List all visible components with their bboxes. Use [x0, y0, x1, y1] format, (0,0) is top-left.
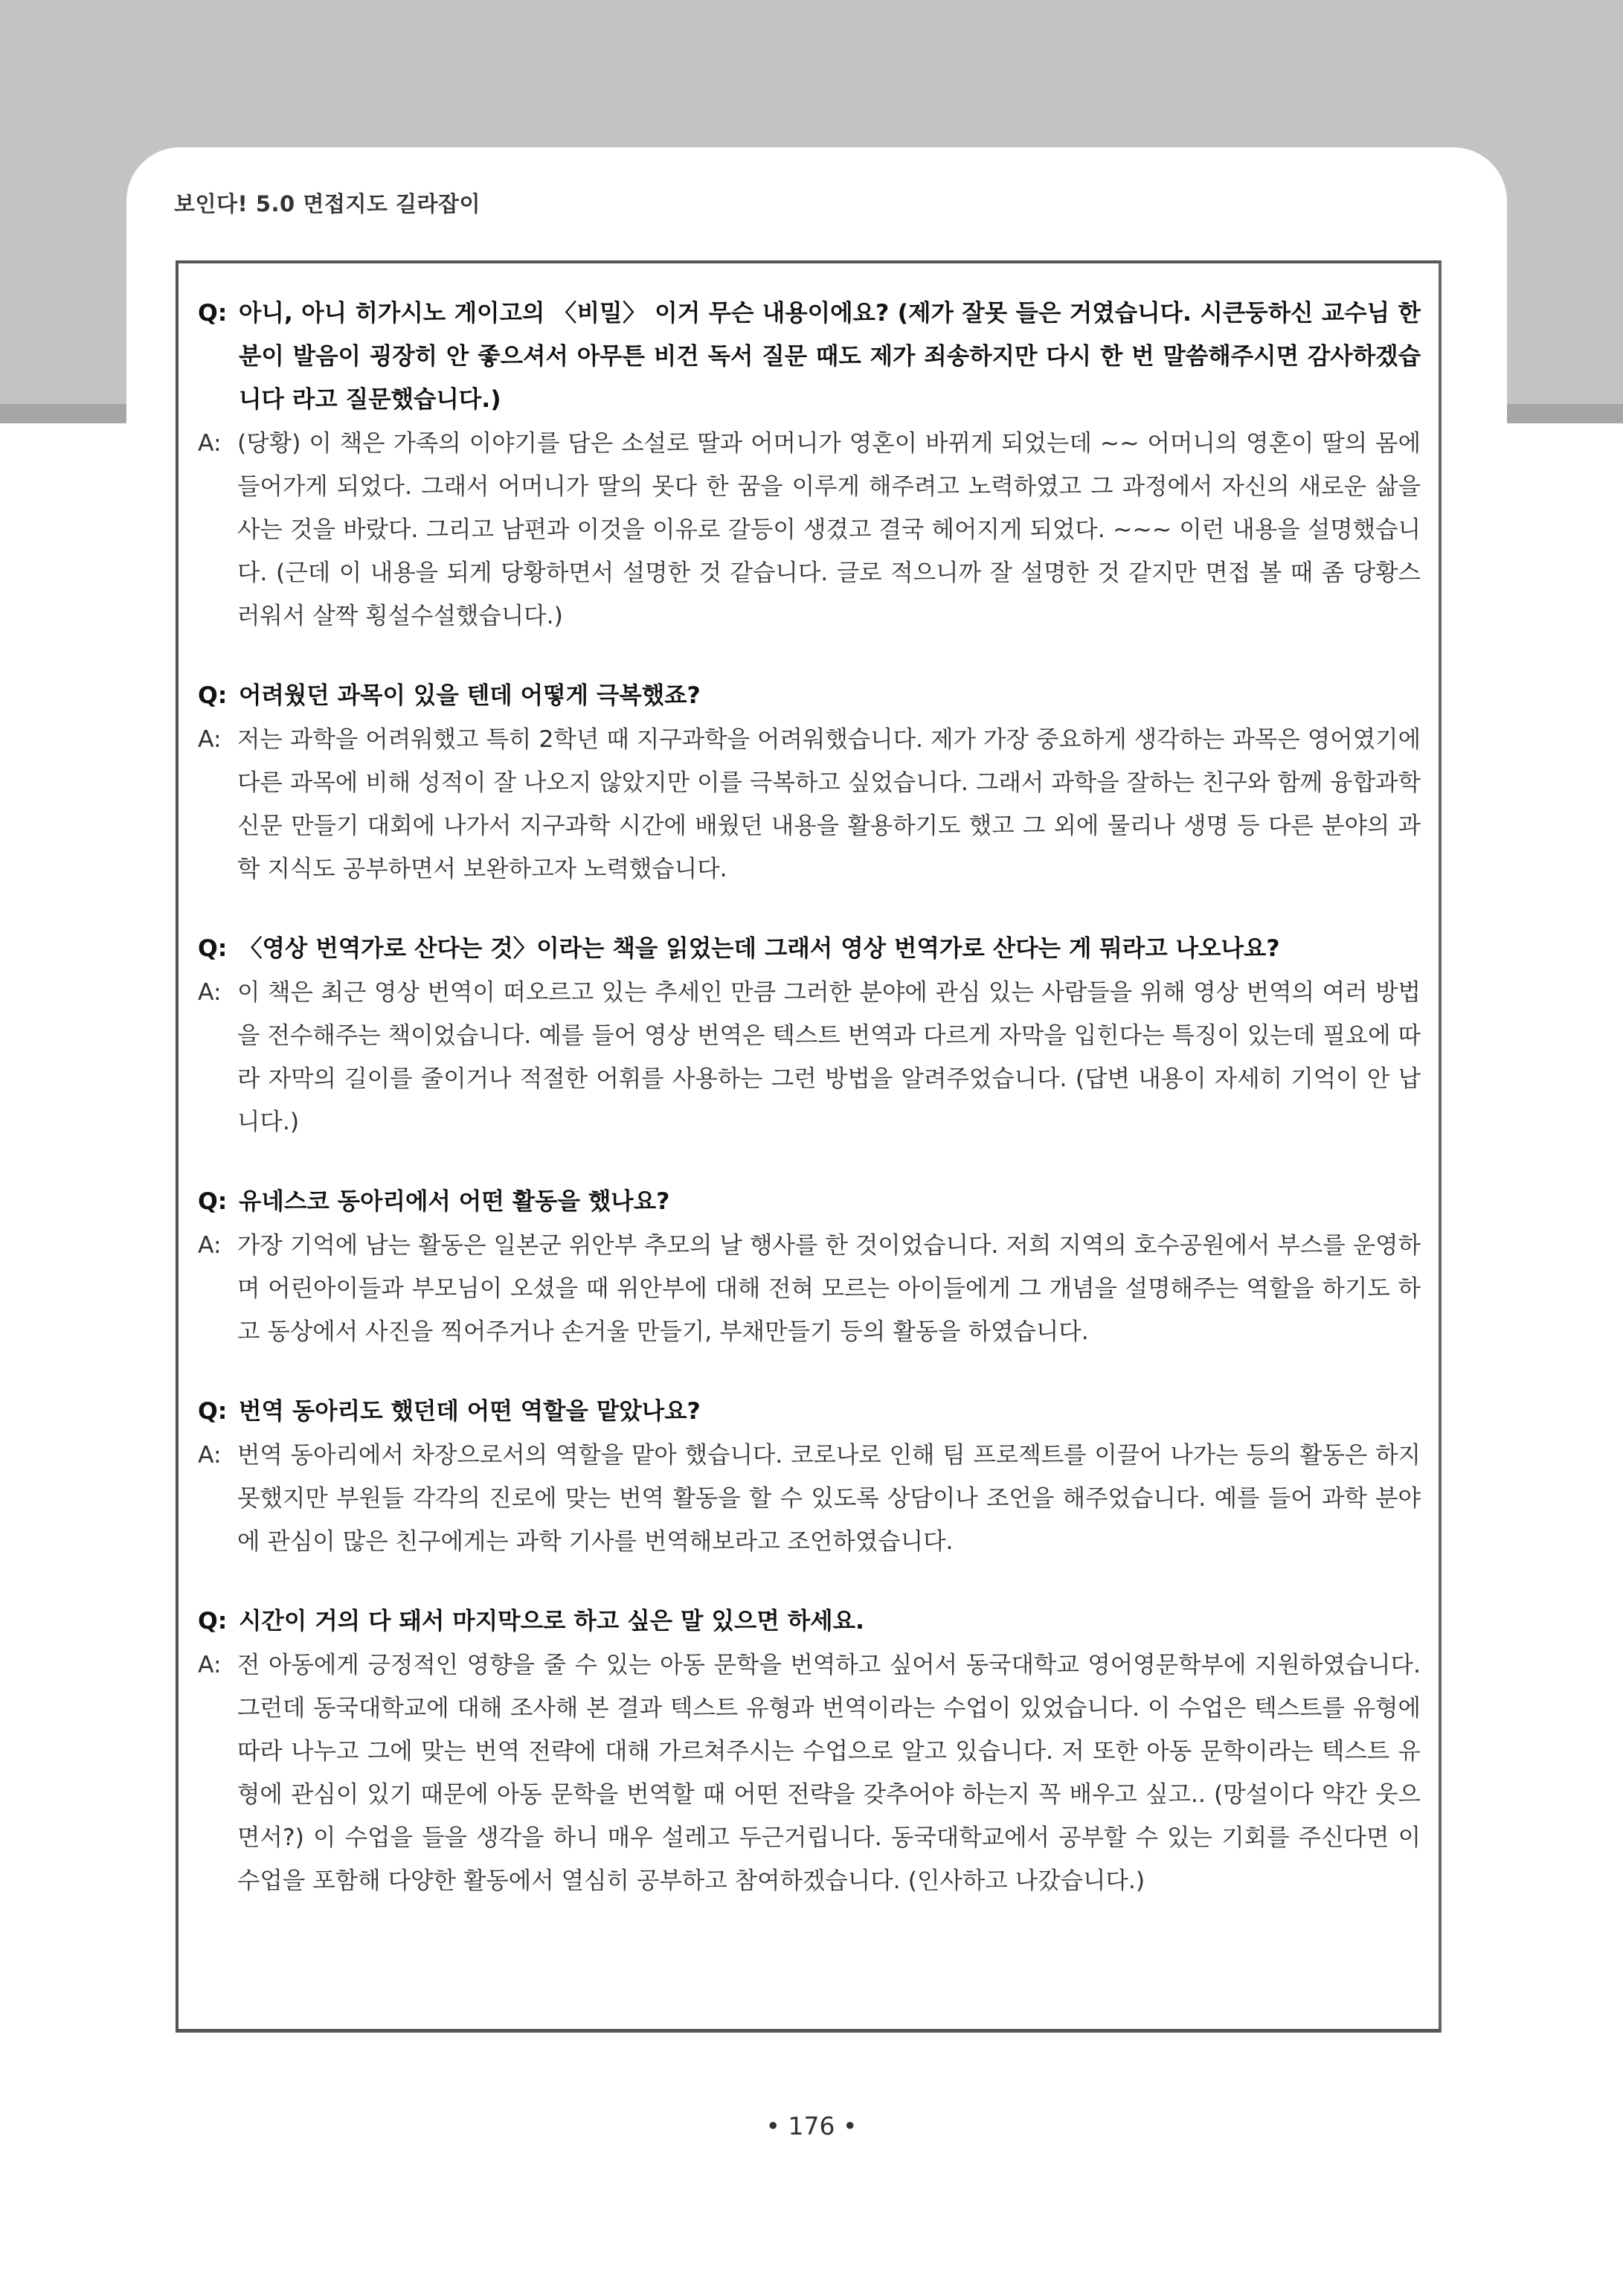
question-text: 시간이 거의 다 돼서 마지막으로 하고 싶은 말 있으면 하세요.	[239, 1608, 864, 1635]
question-label: Q:	[198, 935, 228, 962]
interview-qa-box	[176, 260, 1442, 2033]
answer-row	[198, 1434, 1421, 1563]
answer-label: A:	[198, 1442, 222, 1469]
question-label: Q:	[198, 300, 228, 327]
answer-row	[198, 1644, 1421, 1902]
question-row	[198, 1390, 1421, 1433]
question-row	[198, 674, 1421, 717]
question-row	[198, 927, 1421, 970]
answer-text: 전 아동에게 긍정적인 영향을 줄 수 있는 아동 문학을 번역하고 싶어서 동국대학교 영어영문학부에 지원하였습니다. 그런데 동국대학교에 대해 조사해 본 결과 텍스트 유형과 번역이라는 수업이 있었습니다. 이 수업은 텍스트를 유형에 따라 나누고 그에 맞는 번역 전략에 대해 가르쳐주시는 수업으로 알고 있습니다. 저 또한 아동 문학이라는 텍스트 유형에 관심이 있기 때문에 아동 문학을 번역할 때 어떤 전략을 갖추어야 하는지 꼭 배우고 싶고.. (망설이다 약간 웃으면서?) 이 수업을 들을 생각을 하니 매우 설레고 두근거립니다. 동국대학교에서 공부할 수 있는 기회를 주신다면 이 수업을 포함해 다양한 활동에서 열심히 공부하고 참여하겠습니다. (인사하고 나갔습니다.)	[237, 1652, 1421, 1894]
right-accent-bar	[1505, 404, 1623, 423]
answer-row	[198, 718, 1421, 891]
page-number: • 176 •	[765, 2111, 858, 2141]
question-text: 어려웠던 과목이 있을 텐데 어떻게 극복했죠?	[239, 682, 701, 709]
question-text: 번역 동아리도 했던데 어떤 역할을 맡았나요?	[239, 1398, 701, 1425]
question-text: 〈영상 번역가로 산다는 것〉이라는 책을 읽었는데 그래서 영상 번역가로 산다는 게 뭐라고 나오나요?	[239, 935, 1280, 962]
qa-item	[198, 1600, 1421, 1902]
answer-label: A:	[198, 979, 222, 1006]
answer-text: 저는 과학을 어려워했고 특히 2학년 때 지구과학을 어려워했습니다. 제가 가장 중요하게 생각하는 과목은 영어였기에 다른 과목에 비해 성적이 잘 나오지 않았지만 이를 극복하고 싶었습니다. 그래서 과학을 잘하는 친구와 함께 융합과학 신문 만들기 대회에 나가서 지구과학 시간에 배웠던 내용을 활용하기도 했고 그 외에 물리나 생명 등 다른 분야의 과학 지식도 공부하면서 보완하고자 노력했습니다.	[237, 726, 1421, 882]
answer-text: (당황) 이 책은 가족의 이야기를 담은 소설로 딸과 어머니가 영혼이 바뀌게 되었는데 ~~ 어머니의 영혼이 딸의 몸에 들어가게 되었다. 그래서 어머니가 딸의 못다 한 꿈을 이루게 해주려고 노력하였고 그 과정에서 자신의 새로운 삶을 사는 것을 바랐다. 그리고 남편과 이것을 이유로 갈등이 생겼고 결국 헤어지게 되었다. ~~~ 이런 내용을 설명했습니다. (근데 이 내용을 되게 당황하면서 설명한 것 같습니다. 글로 적으니까 잘 설명한 것 같지만 면접 볼 때 좀 당황스러워서 살짝 횡설수설했습니다.)	[237, 430, 1421, 629]
answer-row	[198, 971, 1421, 1144]
question-text: 유네스코 동아리에서 어떤 활동을 했나요?	[239, 1188, 670, 1215]
question-row	[198, 1600, 1421, 1643]
question-text: 아니, 아니 히가시노 게이고의 〈비밀〉 이거 무슨 내용이에요? (제가 잘못 들은 거였습니다. 시큰둥하신 교수님 한 분이 발음이 굉장히 안 좋으셔서 아무튼 비건 독서 질문 때도 제가 죄송하지만 다시 한 번 말씀해주시면 감사하겠습니다 라고 질문했습니다.)	[239, 300, 1421, 413]
answer-text: 이 책은 최근 영상 번역이 떠오르고 있는 추세인 만큼 그러한 분야에 관심 있는 사람들을 위해 영상 번역의 여러 방법을 전수해주는 책이었습니다. 예를 들어 영상 번역은 텍스트 번역과 다르게 자막을 입힌다는 특징이 있는데 필요에 따라 자막의 길이를 줄이거나 적절한 어휘를 사용하는 그런 방법을 알려주었습니다. (답변 내용이 자세히 기억이 안 납니다.)	[237, 979, 1421, 1135]
answer-text: 가장 기억에 남는 활동은 일본군 위안부 추모의 날 행사를 한 것이었습니다. 저희 지역의 호수공원에서 부스를 운영하며 어린아이들과 부모님이 오셨을 때 위안부에 대해 전혀 모르는 아이들에게 그 개념을 설명해주는 역할을 하기도 하고 동상에서 사진을 찍어주거나 손거울 만들기, 부채만들기 등의 활동을 하였습니다.	[237, 1232, 1421, 1345]
answer-text: 번역 동아리에서 차장으로서의 역할을 맡아 했습니다. 코로나로 인해 팀 프로젝트를 이끌어 나가는 등의 활동은 하지 못했지만 부원들 각각의 진로에 맞는 번역 활동을 할 수 있도록 상담이나 조언을 해주었습니다. 예를 들어 과학 분야에 관심이 많은 친구에게는 과학 기사를 번역해보라고 조언하였습니다.	[237, 1442, 1421, 1555]
question-label: Q:	[198, 682, 228, 709]
question-label: Q:	[198, 1188, 228, 1215]
answer-label: A:	[198, 1652, 222, 1678]
answer-label: A:	[198, 430, 222, 457]
answer-label: A:	[198, 726, 222, 753]
qa-item	[198, 292, 1421, 638]
qa-item	[198, 927, 1421, 1144]
question-row	[198, 1180, 1421, 1223]
answer-row	[198, 1224, 1421, 1353]
question-row	[198, 292, 1421, 421]
question-label: Q:	[198, 1608, 228, 1635]
running-header: 보인다! 5.0 면접지도 길라잡이	[174, 191, 481, 217]
answer-row	[198, 422, 1421, 638]
qa-item	[198, 1180, 1421, 1353]
qa-item	[198, 674, 1421, 891]
answer-label: A:	[198, 1232, 222, 1259]
question-label: Q:	[198, 1398, 228, 1425]
qa-item	[198, 1390, 1421, 1563]
